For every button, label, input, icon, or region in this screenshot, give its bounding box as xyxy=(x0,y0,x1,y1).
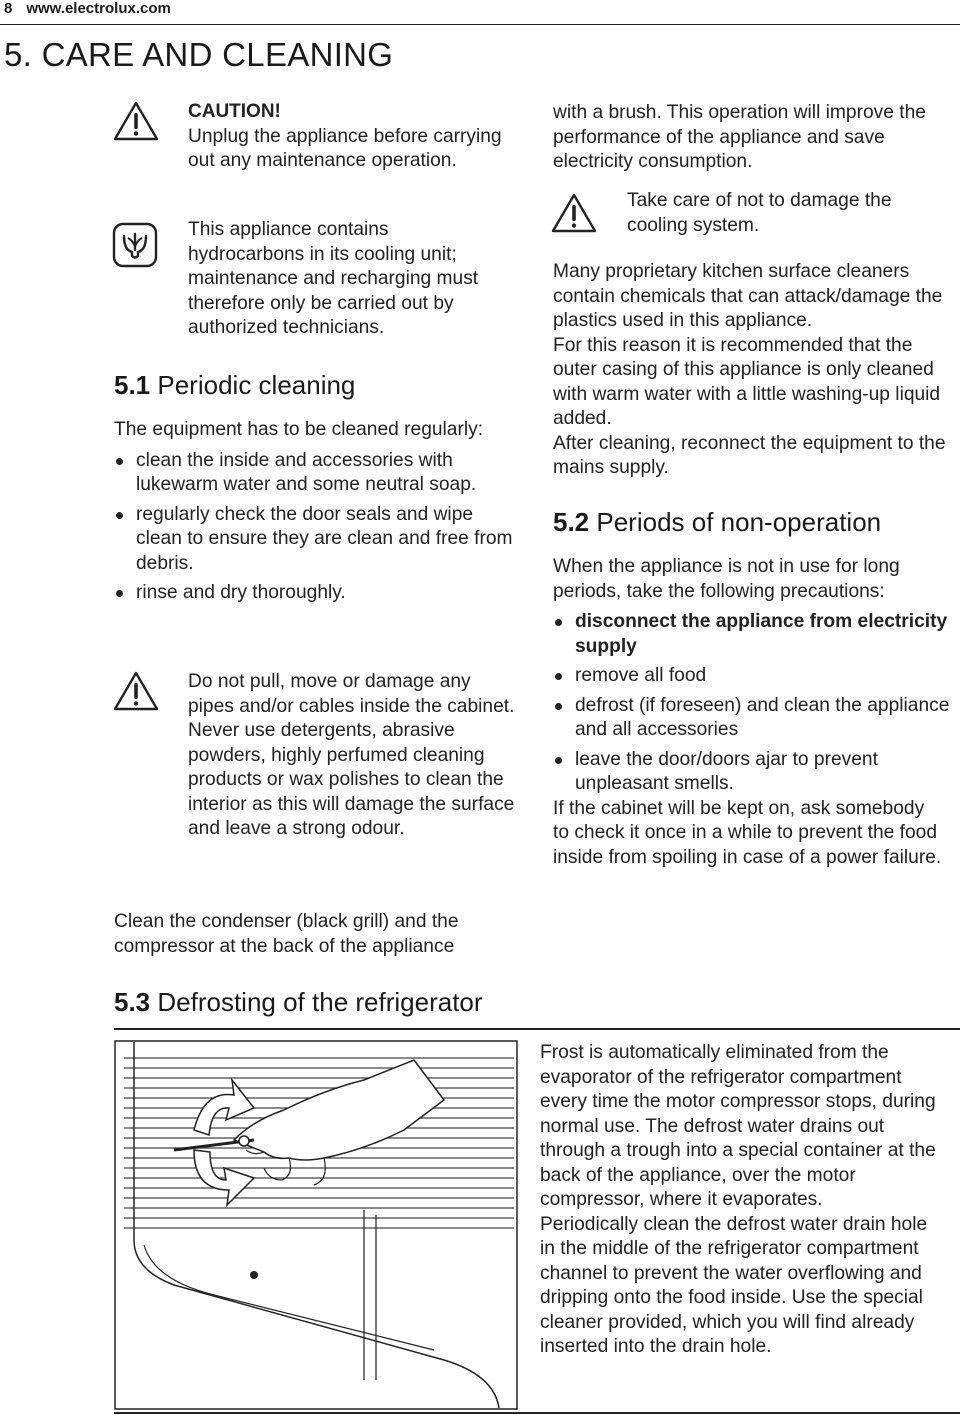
hydrocarbon-environment-icon xyxy=(112,222,158,268)
warning-triangle-icon xyxy=(112,670,160,712)
warning-detergents-text: Never use detergents, abrasive powders, highly perfumed cleaning products or wax polishes to clean the interior as this will damage the surface and leave a strong odour. xyxy=(188,720,515,839)
periodic-bullets xyxy=(114,449,524,606)
section-5-3-body xyxy=(540,1041,945,1360)
heading-5-3-number: 5.3 xyxy=(114,987,151,1017)
heading-5-2-number: 5.2 xyxy=(553,507,590,537)
section-5-3-rule xyxy=(114,1028,960,1030)
reconnect-text: After cleaning, reconnect the equipment to the mains supply. xyxy=(553,432,946,478)
condenser-text: Clean the condenser (black grill) and the compressor at the back of the appliance xyxy=(114,911,459,957)
caution-heading: CAUTION! xyxy=(188,101,281,122)
heading-5-1 xyxy=(114,370,355,401)
cooling-system-warning: Take care of not to damage the cooling system. xyxy=(627,190,892,236)
header-rule xyxy=(0,24,960,25)
outer-casing-text: For this reason it is recommended that the outer casing of this appliance is only cleaned with warm water with a little washing-up liquid added. xyxy=(553,334,941,429)
page-number: 8 xyxy=(4,0,13,17)
cleaning-warning xyxy=(188,670,516,842)
section-5-1-body xyxy=(114,418,524,611)
warning-pipes-text: Do not pull, move or damage any pipes and/or cables inside the cabinet. xyxy=(188,671,515,717)
header-url[interactable]: www.electrolux.com xyxy=(26,0,171,17)
caution-text: Unplug the appliance before carrying out any maintenance operation. xyxy=(188,125,502,171)
cleaners-block xyxy=(553,260,953,481)
list-item: rinse and dry thoroughly. xyxy=(114,581,524,606)
section-5-2-body xyxy=(553,555,953,870)
defrost-automatic-text: Frost is automatically eliminated from the evaporator of the refrigerator compartment every time the motor compressor stops, during normal use. The defrost water drains out through a trough into a special container at the back of the appliance, over the motor compressor, where it evaporates. xyxy=(540,1042,936,1210)
heading-5-1-title: Periodic cleaning xyxy=(150,370,356,400)
heading-5-3 xyxy=(114,987,483,1018)
non-operation-outro: If the cabinet will be kept on, ask somebody to check it once in a while to prevent the food inside from spoiling in case of a power failure. xyxy=(553,797,942,868)
heading-5-2-title: Periods of non-operation xyxy=(589,507,882,537)
caution-block xyxy=(188,100,518,174)
warning-triangle-icon xyxy=(112,100,160,142)
warning-triangle-icon xyxy=(550,192,598,234)
heading-5-1-number: 5.1 xyxy=(114,370,151,400)
list-item: regularly check the door seals and wipe clean to ensure they are clean and free from debris. xyxy=(114,503,524,577)
footer-rule xyxy=(114,1412,960,1414)
page-header xyxy=(4,0,171,17)
list-item: defrost (if foreseen) and clean the appliance and all accessories xyxy=(553,694,953,743)
brush-text: with a brush. This operation will improve the performance of the appliance and save electricity consumption. xyxy=(553,102,926,172)
list-item: leave the door/doors ajar to prevent unpleasant smells. xyxy=(553,748,953,797)
list-item: clean the inside and accessories with lukewarm water and some neutral soap. xyxy=(114,449,524,498)
list-item: remove all food xyxy=(553,664,953,689)
non-operation-bullets xyxy=(553,610,953,797)
hydrocarbon-text: This appliance contains hydrocarbons in its cooling unit; maintenance and recharging must therefore only be carried out by authorized technicians. xyxy=(188,219,479,338)
periodic-intro: The equipment has to be cleaned regularly: xyxy=(114,419,484,440)
cleaners-text: Many proprietary kitchen surface cleaners contain chemicals that can attack/damage the plastics used in this appliance. xyxy=(553,261,943,331)
heading-5-3-title: Defrosting of the refrigerator xyxy=(150,987,483,1017)
defrost-drain-illustration xyxy=(114,1040,518,1415)
list-item: disconnect the appliance from electricity supply xyxy=(553,610,953,659)
defrost-drain-text: Periodically clean the defrost water drain hole in the middle of the refrigerator compartment channel to prevent the water overflowing and dripping onto the food inside. Use the special cleaner provided, which you will find already inserted into the drain hole. xyxy=(540,1213,928,1357)
non-operation-intro: When the appliance is not in use for long periods, take the following precautions: xyxy=(553,556,900,602)
heading-5-2 xyxy=(553,507,881,538)
section-title: 5. CARE AND CLEANING xyxy=(4,36,394,73)
